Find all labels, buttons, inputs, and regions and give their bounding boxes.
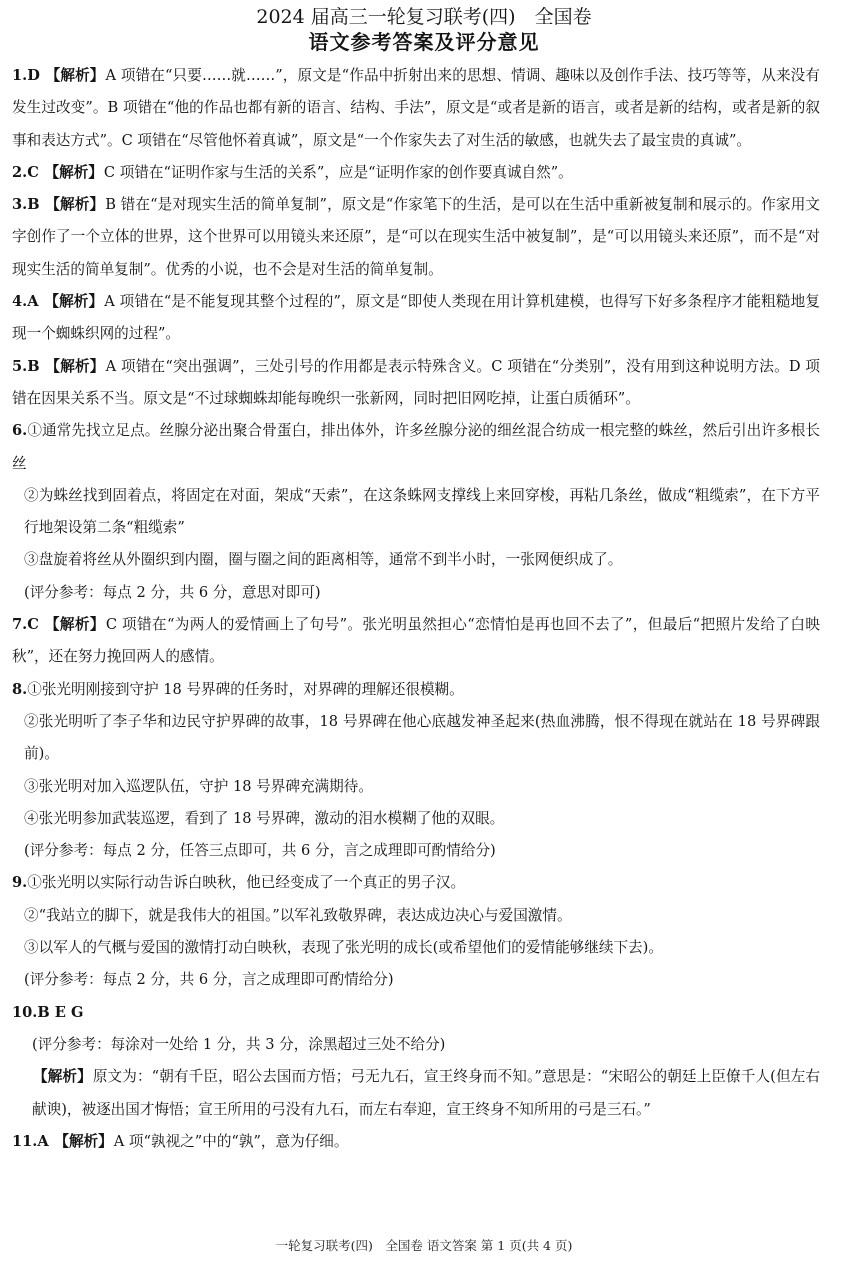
answer-2 bbox=[12, 157, 820, 189]
answer-9-point-1 bbox=[12, 867, 820, 899]
page-footer: 一轮复习联考(四) 全国卷 语文答案 第 1 页(共 4 页) bbox=[275, 1238, 573, 1253]
analysis-tag: 【解析】 bbox=[44, 616, 105, 634]
answer-number: 2.C bbox=[12, 163, 39, 181]
answer-8-point-2: ②张光明听了李子华和边民守护界碑的故事，18 号界碑在他心底越发神圣起来(热血沸腾，恨不得现在就站在 18 号界碑跟前)。 bbox=[24, 712, 820, 763]
answer-number: 8. bbox=[12, 680, 28, 698]
answer-4 bbox=[12, 286, 820, 351]
analysis-text: C 项错在“为两人的爱情画上了句号”。张光明虽然担心“恋情怕是再也回不去了”，但最后“把照片发给了白映秋”，还在努力挽回两人的感情。 bbox=[12, 616, 820, 666]
answer-6-point-3: ③盘旋着将丝从外圈织到内圈，圈与圈之间的距离相等，通常不到半小时，一张网便织成了。 bbox=[24, 551, 623, 569]
answer-number: 4.A bbox=[12, 293, 39, 311]
analysis-tag: 【解析】 bbox=[45, 67, 105, 84]
analysis-tag: 【解析】 bbox=[45, 357, 105, 375]
answer-number: 7.C bbox=[12, 616, 39, 634]
exam-title: 2024 届高三一轮复习联考(四) 全国卷 bbox=[256, 6, 592, 28]
answer-point: ①张光明刚接到守护 18 号界碑的任务时，对界碑的理解还很模糊。 bbox=[27, 680, 464, 698]
analysis-tag: 【解析】 bbox=[44, 163, 103, 181]
answer-6-score-note: (评分参考：每点 2 分，共 6 分，意思对即可) bbox=[24, 583, 321, 601]
analysis-tag: 【解析】 bbox=[33, 1068, 92, 1086]
answer-content bbox=[0, 60, 848, 1158]
document-subtitle: 语文参考答案及评分意见 bbox=[308, 30, 540, 54]
answer-9-point-2: ②“我站立的脚下，就是我伟大的祖国。”以军礼致敬界碑，表达成边决心与爱国激情。 bbox=[24, 906, 572, 924]
answer-3 bbox=[12, 189, 820, 286]
answer-10 bbox=[12, 997, 820, 1029]
answer-6-point-1 bbox=[12, 415, 820, 480]
analysis-text: A 项错在“只要……就……”，原文是“作品中折射出来的思想、情调、趣味以及创作手法、技巧等等，从来没有发生过改变”。B 项错在“他的作品也都有新的语言、结构、手法”，原文是“或者是新的语言，或者是新的结构，或者是新的叙事和表达方式”。C 项错在“尽管他怀着真诚”，原文是“一个作家失去了对生活的敏感，也就失去了最宝贵的真诚”。 bbox=[12, 67, 820, 149]
answer-1 bbox=[12, 60, 820, 157]
answer-number: 1.D bbox=[12, 67, 40, 84]
analysis-text: C 项错在“证明作家与生活的关系”，应是“证明作家的创作要真诚自然”。 bbox=[103, 163, 573, 181]
answer-10-analysis bbox=[12, 1061, 820, 1126]
answer-7 bbox=[12, 609, 820, 674]
answer-point: ①通常先找立足点。丝腺分泌出聚合骨蛋白，排出体外，许多丝腺分泌的细丝混合纺成一根完整的蛛丝，然后引出许多根长丝 bbox=[12, 422, 820, 472]
analysis-text: A 项“孰视之”中的“孰”，意为仔细。 bbox=[113, 1132, 349, 1150]
answer-8-point-3: ③张光明对加入巡逻队伍，守护 18 号界碑充满期待。 bbox=[24, 777, 373, 795]
answer-number: 9. bbox=[12, 874, 28, 892]
analysis-text: 原文为：“朝有千臣，昭公去国而方悟；弓无九石，宣王终身而不知。”意思是：“宋昭公的朝廷上臣僚千人(但左右献谀)，被逐出国才悔悟；宣王所用的弓没有九石，而左右奉迎，宣王终身不知所用的弓是三石。” bbox=[32, 1068, 820, 1118]
answer-8-point-1 bbox=[12, 674, 820, 706]
answer-number: 5.B bbox=[12, 357, 40, 375]
answer-8-score-note: (评分参考：每点 2 分，任答三点即可，共 6 分，言之成理即可酌情给分) bbox=[24, 842, 496, 860]
analysis-tag: 【解析】 bbox=[45, 196, 105, 214]
answer-9-point-3: ③以军人的气概与爱国的激情打动白映秋，表现了张光明的成长(或希望他们的爱情能够继续下去)。 bbox=[24, 939, 663, 957]
analysis-text: B 错在“是对现实生活的简单复制”，原文是“作家笔下的生活，是可以在生活中重新被复制和展示的。作家用文字创作了一个立体的世界，这个世界可以用镜头来还原”，是“可以在现实生活中被复制”，是“可以用镜头来还原”，而不是“对现实生活的简单复制”。优秀的小说，也不会是对生活的简单复制。 bbox=[12, 196, 821, 278]
analysis-tag: 【解析】 bbox=[44, 293, 104, 311]
answer-number: 10.B E G bbox=[12, 1003, 84, 1021]
answer-10-score-note: (评分参考：每涂对一处给 1 分，共 3 分，涂黑超过三处不给分) bbox=[32, 1035, 446, 1053]
answer-8-point-4: ④张光明参加武装巡逻，看到了 18 号界碑，激动的泪水模糊了他的双眼。 bbox=[24, 809, 505, 827]
answer-number: 3.B bbox=[12, 196, 40, 214]
analysis-tag: 【解析】 bbox=[54, 1132, 113, 1150]
answer-number: 11.A bbox=[12, 1132, 49, 1150]
answer-9-score-note: (评分参考：每点 2 分，共 6 分，言之成理即可酌情给分) bbox=[24, 971, 394, 989]
answer-11 bbox=[12, 1126, 820, 1158]
analysis-text: A 项错在“是不能复现其整个过程的”，原文是“即使人类现在用计算机建模，也得写下好多条程序才能粗糙地复现一个蜘蛛织网的过程”。 bbox=[12, 293, 820, 343]
answer-number: 6. bbox=[12, 422, 28, 440]
answer-point: ①张光明以实际行动告诉白映秋，他已经变成了一个真正的男子汉。 bbox=[27, 874, 466, 892]
answer-6-point-2: ②为蛛丝找到固着点，将固定在对面，架成“天索”，在这条蛛网支撑线上来回穿梭，再粘几条丝，做成“粗缆索”，在下方平行地架设第二条“粗缆索” bbox=[24, 486, 820, 537]
answer-5 bbox=[12, 351, 820, 416]
analysis-text: A 项错在“突出强调”，三处引号的作用都是表示特殊含义。C 项错在“分类别”，没有用到这种说明方法。D 项错在因果关系不当。原文是“不过球蜘蛛却能每晚织一张新网，同时把旧网吃掉，让蛋白质循环”。 bbox=[12, 357, 820, 407]
